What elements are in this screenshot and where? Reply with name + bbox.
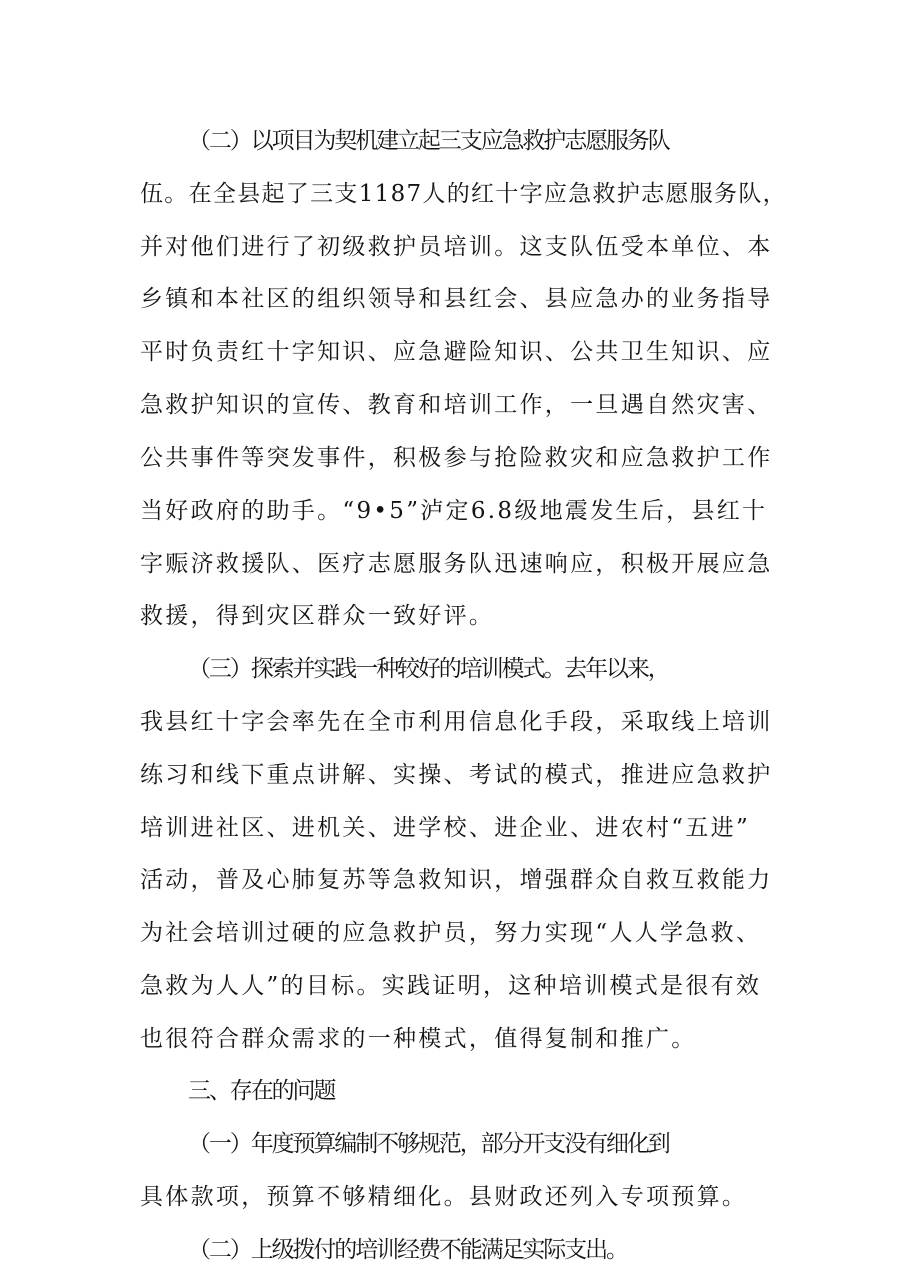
paragraph-line: （二）以项目为契机建立起三支应急救护志愿服务队 [188,128,669,154]
paragraph-line: 救援，得到灾区群众一致好评。 [140,603,495,629]
paragraph-line: 平时负责红十字知识、应急避险知识、公共卫生知识、应 [140,339,773,365]
paragraph-line: 练习和线下重点讲解、实操、考试的模式，推进应急救护 [140,762,773,788]
paragraph-line: 字赈济救援队、医疗志愿服务队迅速响应，积极开展应急 [140,551,773,577]
paragraph-line: 急救为人人”的目标。实践证明，这种培训模式是很有效 [140,973,762,999]
paragraph-line: 具体款项，预算不够精细化。县财政还列入专项预算。 [140,1184,748,1210]
paragraph-line: 急救护知识的宣传、教育和培训工作，一旦遇自然灾害、 [140,392,773,418]
paragraph-line: 当好政府的助手。“9•5”泸定6.8级地震发生后，县红十 [140,498,768,524]
paragraph-line: 活动，普及心肺复苏等急救知识，增强群众自救互救能力 [140,867,773,893]
paragraph-line: （三）探索并实践一种较好的培训模式。去年以来， [188,656,669,682]
paragraph-line: 伍。在全县起了三支1187人的红十字应急救护志愿服务队， [140,181,787,207]
paragraph-line: 并对他们进行了初级救护员培训。这支队伍受本单位、本 [140,234,773,260]
paragraph-line: 也很符合群众需求的一种模式，值得复制和推广。 [140,1026,697,1052]
paragraph-line: 培训进社区、进机关、进学校、进企业、进农村“五进” [140,815,751,841]
paragraph-line: 乡镇和本社区的组织领导和县红会、县应急办的业务指导 [140,286,773,312]
paragraph-line: （二）上级拨付的培训经费不能满足实际支出。 [188,1237,627,1263]
section-heading: 三、存在的问题 [188,1078,335,1104]
paragraph-line: 为社会培训过硬的应急救护员，努力实现“人人学急救、 [140,920,762,946]
paragraph-line: （一）年度预算编制不够规范，部分开支没有细化到 [188,1131,669,1157]
paragraph-line: 公共事件等突发事件，积极参与抢险救灾和应急救护工作 [140,445,773,471]
paragraph-line: 我县红十字会率先在全市利用信息化手段，采取线上培训 [140,709,773,735]
